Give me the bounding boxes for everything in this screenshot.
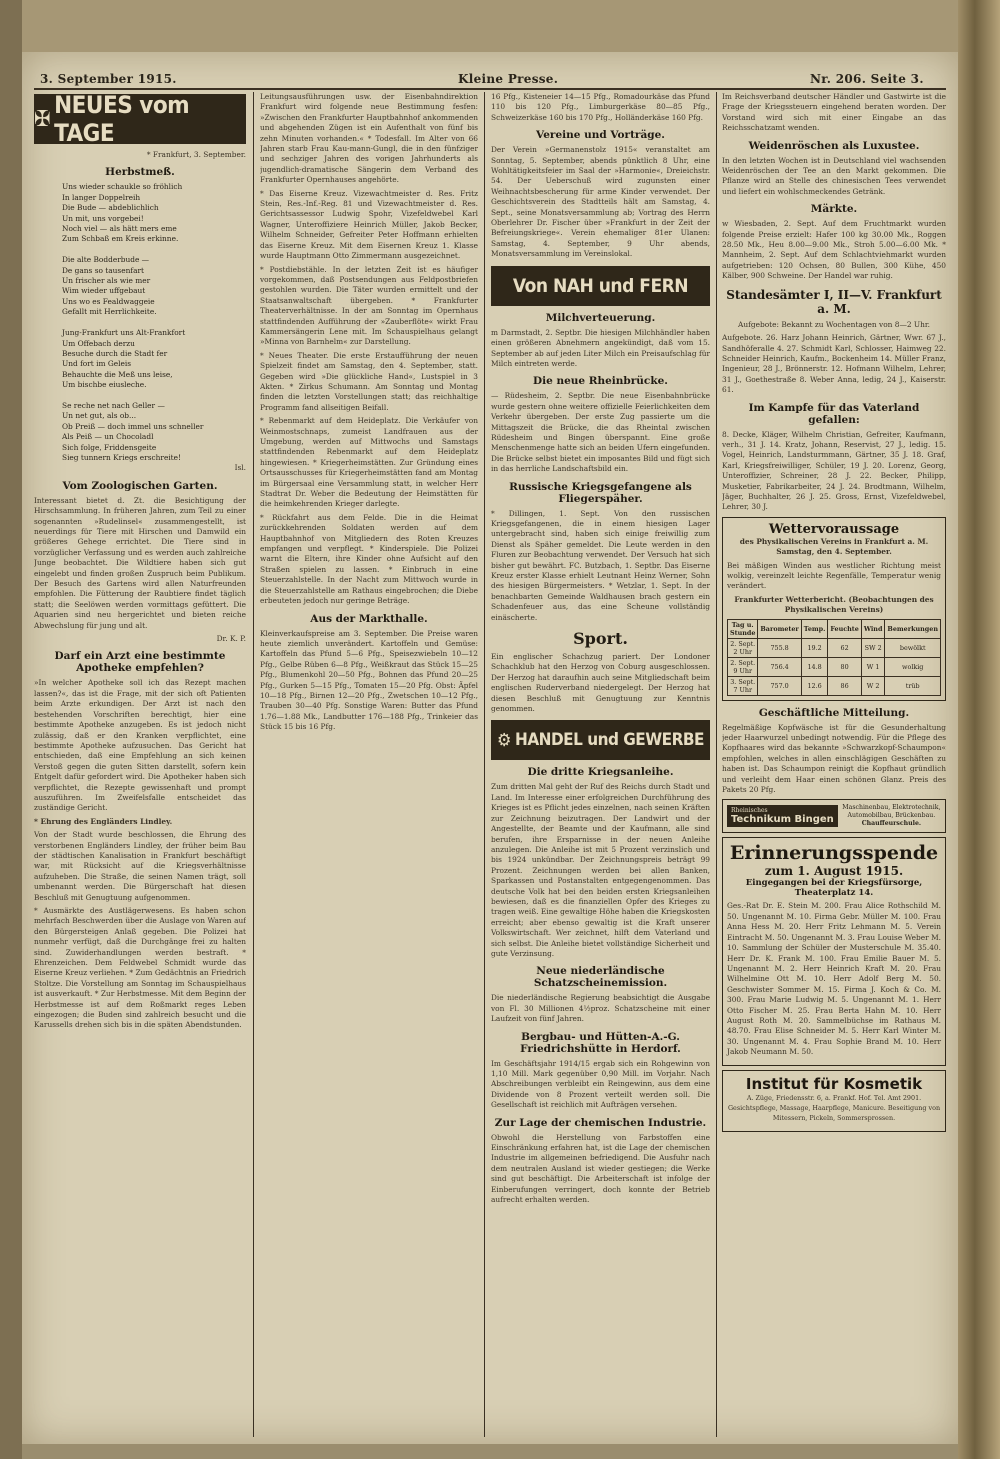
headline-milch: Milchverteuerung. xyxy=(545,311,656,324)
left-page-gutter xyxy=(0,0,22,1459)
list-gefallen: 8. Decke, Kläger, Wilhelm Christian, Gefreiter, Kaufmann, verh., 31 J. 14. Kratz, Johann, Reservist, 27 J., ledig. 15. Vogel, Heinrich, Landsturmmann, Gärtner, 35 J. 18. Graf, Karl, Kriegsfreiwilliger, Schüler, 19 J. 20. Lorenz, Georg, Unteroffizier, Schreiner, 28 J. 22. Becker, Philipp, Musketier, Fabrikarbeiter, 24 J. 24. Brodtmann, Wilhelm, Jäger, Buchhalter, 26 J. 25. Gross, Ernst, Vizefeldwebel, Lehrer, 30 J. xyxy=(722,429,946,512)
article-milch: m Darmstadt, 2. Septbr. Die hiesigen Milchhändler haben einen größeren Abnehmern angekündigt, daß vom 15. September ab auf jeden Liter Milch ein Preisaufschlag für Milch eintreten werde. xyxy=(491,327,710,368)
article-zoo: Interessant bietet d. Zt. die Besichtigung der Hirschsammlung. In früheren Jahren, zum Teil zu einer sogenannten »Rudelinsel« zusammengestellt, ist neuerdings für Tiere mit Hirschen und Damwild ein größeres Gehege errichtet. Die Tiere sind in vorzüglicher Verfassung und es werden auch zahlreiche Junge beobachtet. Die Wildtiere haben sich gut eingelebt und finden großen Zuspruch beim Publikum. Der Besuch des Gartens wird allen Naturfreunden empfohlen. Die Fütterung der Raubtiere findet täglich statt; die Seelöwen werden vormittags gefüttert. Die Aquarien sind neu hergerichtet und bieten reiche Abwechslung für jung und alt. xyxy=(34,495,246,630)
weather-box xyxy=(722,517,946,701)
ad-technikum-fields: Maschinenbau, Elektrotechnik, Automobilbau, Brückenbau. xyxy=(842,804,941,820)
poem-signature: Isl. xyxy=(234,463,246,473)
article-flieger: * Dillingen, 1. Sept. Von den russischen Kriegsgefangenen, die in einem hiesigen Lager untergebracht sind, haben sich einige freiwillig zum Dienst als Späher gemeldet. Die Leute werden in den Fluren zur Beobachtung verwendet. Der Versuch hat sich bisher gut bewährt. FC. Butzbach, 1. Septbr. Das Eiserne Kreuz erster Klasse erhielt Leutnant Heinz Werner, Sohn des hiesigen Bürgermeisters. * Wetzlar, 1. Sept. In der benachbarten Gemeinde Waldhausen brach gestern ein Schadenfeuer aus, das eine Scheune vollständig einäscherte. xyxy=(491,508,710,622)
headline-weidenroeschen: Weidenröschen als Luxustee. xyxy=(748,139,920,152)
erinnerungsspende-title: Erinnerungsspende xyxy=(729,842,939,865)
article-sport: Ein englischer Schachzug pariert. Der Londoner Schachklub hat den Herzog von Coburg ausgeschlossen. Der Herzog hat daraufhin auch seine Mitgliedschaft beim englischen Ruderverband niedergelegt. Der Herzog hat diesen Beschluß mit Genugtuung zur Kenntnis genommen. xyxy=(491,652,710,714)
weather-cell: W 2 xyxy=(861,676,885,695)
ad-technikum-name: Technikum Bingen xyxy=(731,814,834,826)
ad-technikum-details xyxy=(842,804,941,828)
article-ehrung-heading: * Ehrung des Engländers Lindley. xyxy=(34,816,173,826)
column-rule-2 xyxy=(484,92,485,1437)
weather-table xyxy=(727,619,941,696)
wetter-sub: des Physikalischen Vereins in Frankfurt a. M. Samstag, den 4. September. xyxy=(739,536,929,557)
ad-technikum-sub: Chauffeurschule. xyxy=(861,820,922,828)
column-rule-3 xyxy=(716,92,717,1437)
article-schatzscheine: Die niederländische Regierung beabsichtigt die Ausgabe von Fl. 30 Millionen 4½proz. Schatzscheine mit einer Laufzeit von fünf Jahren. xyxy=(491,993,710,1024)
erinnerungsspende-sub3: Theaterplatz 14. xyxy=(794,888,874,899)
top-margin xyxy=(22,0,958,52)
headline-kriegsanleihe: Die dritte Kriegsanleihe. xyxy=(527,766,674,779)
weather-cell: bewölkt xyxy=(885,638,941,657)
article-col3-top: 16 Pfg., Kisteneier 14—15 Pfg., Romadourkäse das Pfund 110 bis 120 Pfg., Limburgerkäse 80—85 Pfg., Schweizerkäse 160 bis 170 Pfg., Holländerkäse 160 Pfg. xyxy=(491,92,710,122)
handel-und-gewerbe-banner xyxy=(491,720,710,760)
neues-vom-tage-banner xyxy=(34,92,246,147)
article-mitteilung: Regelmäßige Kopfwäsche ist für die Gesunderhaltung jeder Haarwurzel unbedingt notwendig. Für die Pflege des Kopfhaares wird das bekannte »Schwarzkopf-Schaumpon« empfohlen, welches in allen einschlägigen Geschäften zu haben ist. Das Schaumpon reinigt die Kopfhaut gründlich und verleiht dem Haar einen schönen Glanz. Preis des Pakets 20 Pfg. xyxy=(722,722,946,795)
article-rheinbruecke: — Rüdesheim, 2. Septbr. Die neue Eisenbahnbrücke wurde gestern ohne weitere offizielle Feierlichkeiten dem Verkehr übergeben. Der erste Zug passierte um die Mittagszeit die Brücke, die das Rheintal zwischen Rüdesheim und Bingen überspannt. Eine große Menschenmenge hatte sich an beiden Ufern eingefunden. Die Brücke selbst bietet ein imposantes Bild und fügt sich in das herrliche Landschaftsbild ein. xyxy=(491,391,710,474)
article-local-news: * Ausmärkte des Austlägerwesens. Es haben schon mehrfach Beschwerden über die Auslage von Waren auf den Bürgersteigen Anlaß gegeben. Die Polizei hat nunmehr verfügt, daß die Durchgänge frei zu halten sind. Zuwiderhandlungen werden bestraft. * Ehrenzeichen. Dem Feldwebel Schmidt wurde das Eiserne Kreuz verliehen. * Zum Gedächtnis an Friedrich Stoltze. Die Vorstellung am Sonntag im Schauspielhaus ist ausverkauft. * Zur Herbstmesse. Mit dem Beginn der Herbstmesse ist auf dem Roßmarkt reges Leben eingezogen; die Buden sind zahlreich besucht und die Karussells drehen sich bis in die späten Abendstunden. xyxy=(34,906,246,1030)
weather-col-header: Tag u. Stunde xyxy=(728,619,758,638)
weather-cell: 2. Sept. 2 Uhr xyxy=(728,638,758,657)
poem-text: Uns wieder schaukle so fröhlich In langer Doppelreih Die Bude — abdeblichlich Un mit, uns vorgebei! Noch viel — als hätt mers eme Zum Schbaß em Kreis erkinne. Die alte Bodderbude — De gans so tausenfart Un frischer als wie mer Wim wieder uffgebaut Uns wo es Fealdwaggeie Gefallt mit Herrlichkeite. Jung-Frankfurt uns Alt-Frankfort Um Offebach derzu Besuche durch die Stadt fer Und fort im Geleis Behauchte die Meß uns leise, Um bischbe eiusleche. Se reche net nach Geller — Un net gut, als ob... Ob Preiß — doch immel uns schneller Als Peiß — un Chocoladl Sich folge, Friddensgeite Sieg tunnern Kriegs erschreite! xyxy=(62,182,204,462)
headline-gefallen: Im Kampfe für das Vaterland gefallen: xyxy=(748,401,920,426)
article-weidenroeschen: In den letzten Wochen ist in Deutschland viel wachsenden Weidenröschen der Tee an den Markt gekommen. Die Pflanze wird an Stelle des chinesischen Tees verwendet und liefert ein wohlschmeckendes Getränk. xyxy=(722,155,946,196)
headline-chemie: Zur Lage der chemischen Industrie. xyxy=(494,1116,707,1129)
headline-zoo: Vom Zoologischen Garten. xyxy=(62,479,218,492)
headline-flieger: Russische Kriegsgefangene als Fliegerspäher. xyxy=(509,480,692,505)
von-nah-und-fern-banner xyxy=(491,266,710,306)
weather-cell: wolkig xyxy=(885,657,941,676)
ad-kosmetik xyxy=(722,1070,946,1132)
article-col2-b: * Das Eiserne Kreuz. Vizewachtmeister d. Res. Fritz Stein, Res.-Inf.-Reg. 81 und Vizewachtmeister d. Res. Gerichtsassessor Ludwig Spohr, Vizefeldwebel Karl Wagner, Unteroffiziere Heinrich Müller, Jakob Becker, Wilhelm Schneider, Gefreiter Peter Hoffmann erhielten das Eiserne Kreuz. Mit dem Eisernen Kreuz 1. Klasse wurde Hauptmann Otto Zimmermann ausgezeichnet. xyxy=(260,188,478,261)
headline-schatzscheine: Neue niederländische Schatzscheinemission. xyxy=(533,965,668,990)
weather-cell: 86 xyxy=(828,676,861,695)
weather-col-header: Wind xyxy=(861,619,885,638)
wetter-table-title: Frankfurter Wetterbericht. (Beobachtungen des Physikalischen Vereins) xyxy=(734,594,934,615)
ad-technikum-label: Rheinisches xyxy=(731,807,768,815)
header-issue: Nr. 206. Seite 3. xyxy=(810,72,924,86)
weather-col-header: Feuchte xyxy=(828,619,861,638)
headline-arzt: Darf ein Arzt eine bestimmte Apotheke empfehlen? xyxy=(54,650,226,675)
poem-title: Herbstmeß. xyxy=(105,166,175,179)
article-standesaemter: Aufgebote. 26. Harz Johann Heinrich, Gärtner, Wwr. 67 J., Sandhöferalle 4. 27. Schmidt Karl, Schlosser, Haimweg 22. Schneider Heinrich, Kaufm., Bockenheim 14. Müller Franz, Ingenieur, 28 J., Brönnerstr. 12. Hofmann Wilhelm, Lehrer, 31 J., Goethestraße 8. Weber Anna, ledig, 24 J., Kaiserstr. 61. xyxy=(722,333,946,395)
header-paper-name: Kleine Presse. xyxy=(458,72,559,86)
gear-icon: ⚙ xyxy=(497,729,512,751)
weather-cell: 80 xyxy=(828,657,861,676)
ad-kosmetik-title: Institut für Kosmetik xyxy=(745,1074,923,1093)
ad-kosmetik-text: A. Züge, Friedensstr. 6, a. Frankf. Hof. Tel. Amt 2901. Gesichtspflege, Massage, Haarpflege, Manicure. Beseitigung von Mitessern, Pickeln, Sommersprossen. xyxy=(727,1093,941,1123)
wetter-forecast: Bei mäßigen Winden aus westlicher Richtung meist wolkig, vereinzelt leichte Regenfälle, Temperatur wenig verändert. xyxy=(727,560,941,591)
erinnerungsspende-list: Ges.-Rat Dr. E. Stein M. 200. Frau Alice Rothschild M. 50. Ungenannt M. 10. Firma Gebr. Müller M. 100. Frau Anna Hess M. 20. Herr Fritz Lehmann M. 5. Verein Eintracht M. 50. Ungenannt M. 3. Frau Louise Weber M. 10. Sammlung der Schüler der Musterschule M. 35.40. Herr Dr. K. Frank M. 100. Frau Emilie Bauer M. 5. Ungenannt M. 2. Herr Heinrich Kraft M. 20. Frau Wilhelmine Ott M. 10. Herr Adolf Berg M. 50. Geschwister Sommer M. 15. Firma J. Koch & Co. M. 300. Frau Marie Ludwig M. 5. Ungenannt M. 1. Herr Otto Fischer M. 25. Frau Berta Hahn M. 10. Herr August Roth M. 20. Sammelbüchse im Rathaus M. 48.70. Frau Elise Schneider M. 5. Herr Karl Winter M. 30. Ungenannt M. 4. Frau Sophie Brand M. 10. Herr Jakob Neumann M. 50. xyxy=(727,901,941,1057)
weather-cell: 2. Sept. 9 Uhr xyxy=(728,657,758,676)
weather-cell: W 1 xyxy=(861,657,885,676)
article-chemie: Obwohl die Herstellung von Farbstoffen eine Einschränkung erfahren hat, ist die Lage der chemischen Industrie im allgemeinen befriedigend. Die Ausfuhr nach dem neutralen Ausland ist wieder gestiegen; die Werke sind gut beschäftigt. Die Arbeiterschaft ist infolge der Einberufungen verringert, doch konnte der Betrieb aufrecht erhalten werden. xyxy=(491,1132,710,1205)
weather-cell: 755.8 xyxy=(758,638,801,657)
article-vereine: Der Verein »Germanenstolz 1915« veranstaltet am Sonntag, 5. September, abends pünktlich 8 Uhr, eine Wohltätigkeitsfeier im Saal der »Harmonie«, Dreieichstr. 54. Der Ueberschuß wird zugunsten einer Weihnachtsbescherung für arme Kinder verwendet. Der Geschichtsverein des Stadtteils hält am Samstag, 4. Sept., seine Monatsversammlung ab; Vortrag des Herrn Oberlehrer Dr. Fischer über »Frankfurt in der Zeit der Befreiungskriege«. Verein ehemaliger 81er Ulanen: Samstag, 4. September, 9 Uhr abends, Monatsversammlung im Vereinslokal. xyxy=(491,145,710,259)
headline-sport: Sport. xyxy=(573,629,628,649)
column-3 xyxy=(491,92,710,1437)
article-bergbau: Im Geschäftsjahr 1914/15 ergab sich ein Rohgewinn von 1,10 Mill. Mark gegenüber 0,90 Mill. im Vorjahr. Nach Abschreibungen verbleibt ein Reingewinn, aus dem eine Dividende von 8 Prozent verteilt werden soll. Die Gesellschaft ist reichlich mit Aufträgen versehen. xyxy=(491,1058,710,1110)
weather-col-header: Barometer xyxy=(758,619,801,638)
weather-cell: trüb xyxy=(885,676,941,695)
book-binding xyxy=(958,0,1000,1459)
headline-standesaemter: Standesämter I, II—V. Frankfurt a. M. xyxy=(726,287,942,316)
erinnerungsspende-box xyxy=(722,837,946,1065)
table-row xyxy=(728,638,941,657)
weather-col-header: Bemerkungen xyxy=(885,619,941,638)
headline-vereine: Vereine und Vorträge. xyxy=(536,129,665,142)
headline-bergbau: Bergbau- und Hütten-A.-G. Friedrichshütte in Herdorf. xyxy=(520,1030,681,1055)
weather-table-header xyxy=(728,619,941,638)
header-rule xyxy=(34,88,946,90)
article-col2-d: * Neues Theater. Die erste Erstaufführung der neuen Spielzeit findet am Samstag, den 4. September, statt. Gegeben wird »Die glückliche Hand«, Lustspiel in 3 Akten. * Zirkus Schumann. Am Sonntag und Montag finden die letzten Vorstellungen statt; das reichhaltige Programm fand allseitigen Beifall. xyxy=(260,350,478,412)
weather-cell: 62 xyxy=(828,638,861,657)
dateline: * Frankfurt, 3. September. xyxy=(146,150,246,159)
ad-technikum-logo xyxy=(727,805,838,827)
weather-cell: 14.8 xyxy=(801,657,828,676)
column-4 xyxy=(722,92,946,1437)
column-1 xyxy=(34,92,246,1437)
ad-technikum xyxy=(722,799,946,833)
article-markthalle: Kleinverkaufspreise am 3. September. Die Preise waren heute ziemlich unverändert. Kartoffeln und Gemüse: Kartoffeln das Pfund 5—6 Pfg., Speisezwiebeln 10—12 Pfg., Gelbe Rüben 6—8 Pfg., Weißkraut das Stück 15—25 Pfg., Blumenkohl 20—50 Pfg., Bohnen das Pfund 20—25 Pfg., Gurken 5—15 Pfg., Tomaten 15—20 Pfg. Obst: Äpfel 10—18 Pfg., Birnen 12—20 Pfg., Zwetschen 10—12 Pfg., Trauben 30—40 Pfg. Sonstige Waren: Butter das Pfund 1.76—1.88 Mk., Landbutter 176—188 Pfg., Trinkeier das Stück 15 bis 16 Pfg. xyxy=(260,628,478,732)
table-row xyxy=(728,657,941,676)
table-row xyxy=(728,676,941,695)
banner-title: NEUES vom TAGE xyxy=(54,92,190,147)
headline-maerkte: Märkte. xyxy=(810,203,858,216)
eagle-icon: ✠ xyxy=(34,106,51,132)
article-col2-e: * Rebenmarkt auf dem Heideplatz. Die Verkäufer von Weinmostschnaps, zumeist Landfrauen aus der Umgebung, werden auf Mittwochs und Samstags stattfindenden Rebenmarkt auf dem Heideplatz hingewiesen. * Kriegerheimstätten. Zur Gründung eines Ortsausschusses für Kriegerheimstätten fand am Montag im Bürgersaal eine Versammlung statt, in welcher Herr Stadtrat Dr. Weber die Bedeutung der Heimstätten für die heimkehrenden Krieger darlegte. xyxy=(260,416,478,509)
article-arzt: »In welcher Apotheke soll ich das Rezept machen lassen?«, das ist die Frage, mit der sich oft Patienten beim Arzte erkundigen. Der Arzt ist nach den bestehenden Vorschriften berechtigt, hier eine bestimmte Apotheke anzugeben. Es ist jedoch nicht zulässig, daß er den Kranken verpflichtet, eine bestimmte Apotheke aufzusuchen. Das Gericht hat entschieden, daß eine Empfehlung an sich keinen Verstoß gegen die guten Sitten darstellt, sofern kein Entgelt dafür gefordert wird. Die Apotheker haben sich verpflichtet, die Rezepte gewissenhaft und prompt auszuführen. Im Zweifelsfalle entscheidet das zuständige Gericht. xyxy=(34,678,246,813)
headline-markthalle: Aus der Markthalle. xyxy=(310,612,428,625)
headline-wetter: Wettervoraussage xyxy=(768,521,900,537)
article-maerkte: w Wiesbaden, 2. Sept. Auf dem Fruchtmarkt wurden folgende Preise erzielt: Hafer 100 kg 30.00 Mk., Roggen 28.50 Mk., Heu 8.00—9.00 Mk., Stroh 5.00—6.00 Mk. * Mannheim, 2. Sept. Auf dem Schlachtviehmarkt wurden aufgetrieben: 120 Ochsen, 80 Bullen, 300 Kühe, 450 Kälber, 900 Schweine. Der Handel war ruhig. xyxy=(722,219,946,281)
article-kriegsanleihe: Zum dritten Mal geht der Ruf des Reichs durch Stadt und Land. Im Interesse einer erfolgreichen Durchführung des Krieges ist es Pflicht jedes einzelnen, nach seinen Kräften zur Zeichnung beizutragen. Der Landwirt und der Angestellte, der Beamte und der Kaufmann, alle sind berufen, ihre Ersparnisse in der neuen Anleihe anzulegen. Die Anleihe ist mit 5 Prozent verzinslich und bis 1924 unkündbar. Der Zeichnungspreis beträgt 99 Prozent. Zeichnungen werden bei allen Banken, Sparkassen und Postanstalten entgegengenommen. Das deutsche Volk hat bei den beiden ersten Kriegsanleihen bewiesen, daß es die finanziellen Opfer des Krieges zu tragen weiß. Eine gewaltige Höhe haben die Kriegskosten erreicht; aber ebenso gewaltig ist die Kraft unserer Volkswirtschaft. Wer zeichnet, hilft dem Vaterland und sich selbst. Die Anleihe bietet vollständige Sicherheit und gute Verzinsung. xyxy=(491,782,710,958)
banner-nah-title: Von NAH und FERN xyxy=(512,274,689,297)
weather-cell: 756.4 xyxy=(758,657,801,676)
headline-rheinbruecke: Die neue Rheinbrücke. xyxy=(533,375,668,388)
headline-mitteilung: Geschäftliche Mitteilung. xyxy=(758,706,910,719)
zoo-signature: Dr. K. P. xyxy=(216,634,246,644)
banner-handel-title: HANDEL und GEWERBE xyxy=(515,730,704,751)
erinnerungsspende-sub: zum 1. August 1915. xyxy=(764,864,904,879)
article-col2-c: * Postdiebstähle. In der letzten Zeit ist es häufiger vorgekommen, daß Postsendungen aus Feldpostbriefen gestohlen wurden. Die Täter wurden ermittelt und der Staatsanwaltschaft übergeben. * Frankfurter Theaterverhältnisse. In der am Sonntag im Opernhaus stattfindenden Aufführung der »Zauberflöte« wirkt Frau Kammersängerin Lene mit. Im Schauspielhaus gelangt »Minna von Barnhelm« zur Darstellung. xyxy=(260,264,478,347)
weather-cell: 757.0 xyxy=(758,676,801,695)
article-ehrung: Von der Stadt wurde beschlossen, die Ehrung des verstorbenen Engländers Lindley, der früher beim Bau der städtischen Kanalisation in Frankfurt beschäftigt war, mit Rücksicht auf die Kriegsverhältnisse aufzuheben. Die Straße, die seinen Namen trägt, soll umbenannt werden. Die Bürgerschaft hat diesen Beschluß mit Genugtuung aufgenommen. xyxy=(34,830,246,902)
article-col2-f: * Rückfahrt aus dem Felde. Die in die Heimat zurückkehrenden Soldaten werden auf dem Hauptbahnhof von Mitgliedern des Roten Kreuzes empfangen und verpflegt. * Kinderspiele. Die Polizei warnt die Eltern, ihre Kinder ohne Aufsicht auf den Straßen spielen zu lassen. * Einbruch in eine Steuerzahlstelle. In der Nacht zum Mittwoch wurde in die Steuerzahlstelle am Rathaus eingebrochen; die Diebe erbeuteten jedoch nur geringe Beträge. xyxy=(260,512,478,606)
article-col4-top: Im Reichsverband deutscher Händler und Gastwirte ist die Frage der Kriegssteuern eingehend beraten worden. Der Vorstand wird sich mit einer Eingabe an das Reichsschatzamt wenden. xyxy=(722,92,946,133)
weather-cell: SW 2 xyxy=(861,638,885,657)
weather-cell: 12.6 xyxy=(801,676,828,695)
weather-cell: 3. Sept. 7 Uhr xyxy=(728,676,758,695)
standesaemter-sub: Aufgebote: Bekannt zu Wochentagen von 8—2 Uhr. xyxy=(738,319,930,329)
column-2 xyxy=(260,92,478,1437)
erinnerungsspende-sub2: Eingegangen bei der Kriegsfürsorge, xyxy=(745,878,923,889)
header-date: 3. September 1915. xyxy=(40,72,177,86)
weather-cell: 19.2 xyxy=(801,638,828,657)
article-col2-a: Leitungsausführungen usw. der Eisenbahndirektion Frankfurt wird folgende neue Bestimmung fesfen: »Zwischen den Frankfurter Hauptbahnhof ankommenden und abgehenden Zügen ist ein Aufenthalt von fünf bis zehn Minuten vorhanden.« * Todesfall. Im Alter von 66 Jahren starb Frau Kau-mann-Gungl, die in den fünfziger und sechziger Jahren des vorigen Jahrhunderts als jugendlich-dramatische Sängerin dem Verband des Frankfurter Opernhauses angehörte. xyxy=(260,92,478,185)
column-rule-1 xyxy=(253,92,254,1437)
weather-col-header: Temp. xyxy=(801,619,828,638)
